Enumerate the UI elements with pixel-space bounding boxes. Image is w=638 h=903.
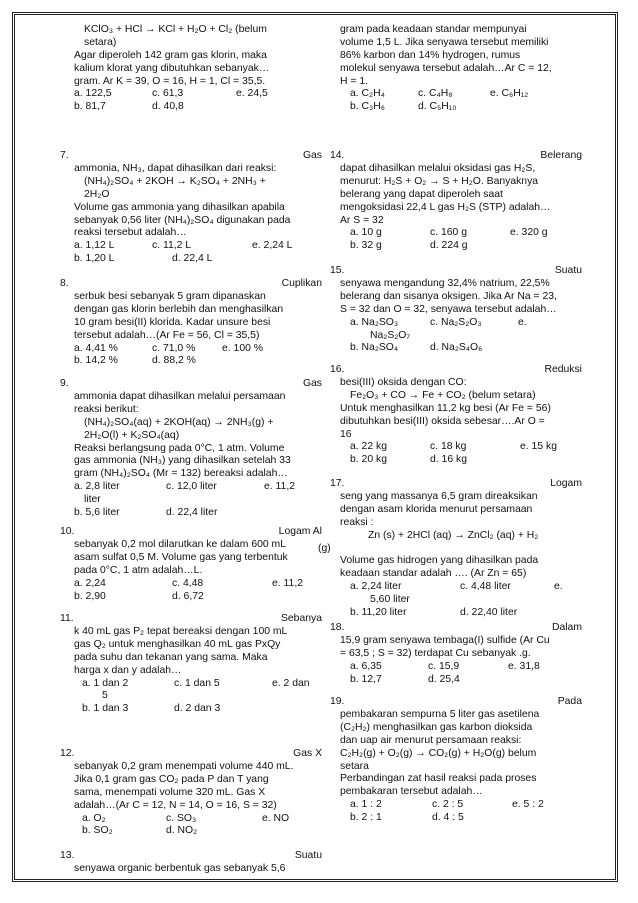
- text-line: 86% karbon dan 14% hydrogen, rumus: [340, 49, 521, 61]
- question-16: [330, 364, 582, 467]
- text-line: belerang yang dapat diperoleh saat: [340, 188, 503, 200]
- text-line: gas ammonia (NH₃) yang dihasilkan setelah 33: [74, 455, 291, 467]
- text-line: Volume gas hidrogen yang dihasilkan pada: [340, 555, 539, 567]
- question-number: 17.: [330, 478, 345, 489]
- options-row: [60, 101, 322, 114]
- option-c: c. 18 kg: [430, 441, 467, 453]
- text-line: ammonia dapat dihasilkan melalui persamaan: [74, 391, 286, 402]
- option-a-wrap: 5: [102, 690, 108, 702]
- question-15: [330, 265, 582, 355]
- question-keyword: Sebanya: [280, 613, 322, 624]
- option-e: e. 24,5: [236, 88, 268, 100]
- option-d: d. 22,4 liter: [166, 507, 218, 519]
- option-a: a. 10 g: [350, 227, 382, 239]
- question-17: [318, 478, 582, 620]
- option-c: c. SO₃: [166, 812, 197, 824]
- question-number: 19.: [330, 696, 345, 707]
- question-keyword: Gas X: [293, 748, 322, 759]
- question-keyword: Logam: [550, 478, 582, 489]
- text-line: 10 gram besi(II) klorida. Kadar unsure besi: [74, 316, 271, 328]
- equation: 2H₂O: [84, 188, 110, 200]
- option-d: d. 224 g: [430, 240, 468, 252]
- text-line: S = 32 dan O = 32, senyawa tersebut adalah…: [340, 303, 557, 315]
- text-line: Agar diperoleh 142 gram gas klorin, maka: [74, 49, 267, 61]
- text-line: molekul senyawa tersebut adalah…Ar C = 12,: [340, 62, 552, 74]
- text-line: dapat dihasilkan melalui oksidasi gas H₂S,: [340, 163, 536, 174]
- text-line: dibutuhkan besi(III) oksida sebesar….Ar O =: [340, 415, 545, 427]
- text-line: menurut: H₂S + O₂ → S + H₂O. Banyaknya: [340, 175, 539, 187]
- text-line: besi(III) oksida dengan CO:: [340, 377, 467, 388]
- option-c: c. Na₂S₂O₃: [430, 316, 482, 328]
- option-c: c. 12,0 liter: [166, 481, 217, 493]
- question-11: [60, 613, 322, 716]
- text-line: volume 1,5 L. Jika senyawa tersebut memiliki: [340, 36, 549, 48]
- option-a: a. 22 kg: [350, 441, 387, 453]
- option-a: a. 1,12 L: [74, 240, 115, 252]
- option-d: d. 25,4: [428, 673, 460, 685]
- question-14: [330, 150, 582, 253]
- question-6-continued: [60, 24, 322, 114]
- option-d: d. NO₂: [166, 825, 198, 837]
- option-c: c. 15,9: [428, 660, 460, 672]
- text-line: pembakaran tersebut adalah…: [340, 786, 483, 798]
- text-line: senyawa mengandung 32,4% natrium, 22,5%: [340, 278, 550, 289]
- option-a: a. 2,24 liter: [350, 581, 402, 593]
- option-b: b. Na₂SO₄: [350, 342, 399, 354]
- option-e: e. 5 : 2: [512, 799, 544, 811]
- option-d: d. 88,2 %: [152, 355, 196, 367]
- option-a: a. 2,8 liter: [74, 481, 120, 493]
- text-line: kalium klorat yang dibutuhkan sebanyak…: [74, 62, 270, 74]
- option-e: e. 100 %: [222, 342, 264, 354]
- option-d: d. 2 dan 3: [174, 703, 221, 715]
- equation: KClO₃ + HCl → KCl + H₂O + Cl₂ (belum: [84, 24, 267, 35]
- option-d: d. C₅H₁₀: [418, 101, 457, 113]
- equation: Fe₂O₃ + CO → Fe + CO₂ (belum setara): [350, 389, 536, 401]
- option-d: d. 16 kg: [430, 454, 467, 466]
- text-line: Perbandingan zat hasil reaksi pada proses: [340, 773, 537, 785]
- question-keyword: Gas: [302, 150, 322, 161]
- options-row: [60, 88, 322, 101]
- option-d: d. 40,8: [152, 101, 184, 113]
- option-a: a. O₂: [82, 812, 106, 824]
- option-e: e. 31,8: [508, 660, 540, 672]
- text-line: harga x dan y adalah…: [74, 664, 182, 676]
- text-line: Untuk menghasilkan 11,2 kg besi (Ar Fe = 56): [340, 402, 551, 414]
- text-line: sebanyak 0,56 liter (NH₄)₂SO₄ digunakan pada: [74, 214, 291, 226]
- option-a: a. 2,24: [74, 577, 106, 589]
- option-a: a. 1 dan 2: [82, 677, 129, 689]
- question-keyword: Logam Al: [278, 526, 322, 537]
- text-line: mengoksidasi 22,4 L gas H₂S (STP) adalah…: [340, 201, 551, 213]
- question-number: 14.: [330, 150, 345, 161]
- text-line: dan uap air menurut persamaan reaksi:: [340, 734, 522, 746]
- equation: (NH₄)₂SO₄ + 2KOH → K₂SO₄ + 2NH₃ +: [84, 175, 266, 187]
- option-e: e. 2 dan: [272, 677, 310, 689]
- option-b: b. 2 : 1: [350, 812, 382, 824]
- option-c: c. 71,0 %: [152, 342, 196, 354]
- text-line: dengan asam klorida menurut persamaan: [340, 503, 533, 515]
- text-line: dengan gas klorin berlebih dan menghasilkan: [74, 303, 284, 315]
- question-number: 13.: [60, 850, 75, 861]
- question-keyword: Pada: [557, 696, 582, 707]
- text-line: gram (NH₄)₂SO₄ (Mr = 132) bereaksi adalah…: [74, 468, 288, 480]
- option-e: e. NO: [262, 812, 290, 824]
- option-d: d. 4 : 5: [432, 812, 464, 824]
- text-line: gram. Ar K = 39, O = 16, H = 1, Cl = 35,5.: [74, 75, 266, 87]
- question-12: [60, 748, 322, 838]
- text-line: k 40 mL gas P₂ tepat bereaksi dengan 100 mL: [74, 626, 288, 637]
- text-line: reaksi berikut:: [74, 403, 139, 415]
- text-line: senyawa organic berbentuk gas sebanyak 5,6: [74, 863, 286, 874]
- text-line: sebanyak 0,2 gram menempati volume 440 mL.: [74, 761, 294, 772]
- option-a-wrap: liter: [84, 494, 101, 506]
- text-line: (C₂H₂) menghasilkan gas karbon dioksida: [340, 721, 533, 733]
- question-19: [330, 696, 582, 825]
- equation: (NH₄)₂SO₄(aq) + 2KOH(aq) → 2NH₃(g) +: [84, 416, 274, 428]
- question-number: 12.: [60, 748, 75, 759]
- question-keyword: Suatu: [294, 850, 322, 861]
- question-keyword: Reduksi: [544, 364, 582, 375]
- option-e: e.: [518, 316, 527, 328]
- text-line: Reaksi berlangsung pada 0°C, 1 atm. Volume: [74, 442, 285, 454]
- text-line: = 63,5 ; S = 32) terdapat Cu sebanyak .g.: [340, 647, 531, 659]
- option-b: b. 1,20 L: [74, 253, 115, 265]
- option-e: e. 2,24 L: [252, 240, 293, 252]
- equation: 2H₂O(l) + K₂SO₄(aq): [84, 429, 180, 441]
- text-line: seng yang massanya 6,5 gram direaksikan: [340, 491, 538, 502]
- option-e: e. C₆H₁₂: [490, 88, 529, 100]
- option-b: b. C₃H₆: [350, 101, 385, 113]
- question-keyword: Gas: [302, 378, 322, 389]
- question-number: 15.: [330, 265, 345, 276]
- text-line: setara): [84, 36, 117, 48]
- question-keyword: Belerang: [540, 150, 582, 161]
- question-keyword: Suatu: [554, 265, 582, 276]
- option-e: e. 15 kg: [520, 441, 557, 453]
- text-line: Ar S = 32: [340, 214, 384, 226]
- option-e: e.: [554, 581, 563, 593]
- text-line: pada 0°C, 1 atm adalah…L.: [74, 564, 203, 576]
- text-line: 16: [340, 428, 352, 440]
- question-8: [60, 278, 322, 368]
- question-13-continued: [330, 24, 582, 114]
- question-number: 10.: [60, 526, 75, 537]
- option-b: b. 32 g: [350, 240, 382, 252]
- question-number: 8.: [60, 278, 69, 289]
- equation: Zn (s) + 2HCl (aq) → ZnCl₂ (aq) + H₂: [368, 529, 539, 541]
- text-line: 15,9 gram senyawa tembaga(I) sulfide (Ar Cu: [340, 635, 550, 646]
- option-a: a. 6,35: [350, 660, 382, 672]
- text-line: ammonia, NH₃, dapat dihasilkan dari reaksi:: [74, 163, 277, 174]
- text-line: belerang dan sisanya oksigen. Jika Ar Na = 23,: [340, 290, 557, 302]
- text-line: tersebut adalah…(Ar Fe = 56, Cl = 35,5): [74, 329, 260, 341]
- option-a-wrap: 5,60 liter: [370, 594, 410, 606]
- text-line: Volume gas ammonia yang dihasilkan apabila: [74, 201, 285, 213]
- text-line: H = 1.: [340, 75, 369, 87]
- option-c: c. C₄H₈: [418, 88, 453, 100]
- option-d: d. Na₂S₄O₆: [430, 342, 483, 354]
- option-e: e. 11,2: [264, 481, 296, 493]
- option-b: b. 5,6 liter: [74, 507, 120, 519]
- question-18: [330, 622, 582, 687]
- option-b: b. 81,7: [74, 101, 106, 113]
- option-c: c. 1 dan 5: [174, 677, 220, 689]
- text-line: gas Q₂ untuk menghasilkan 40 mL gas PxQy: [74, 638, 281, 650]
- option-a: a. Na₂SO₃: [350, 316, 399, 328]
- text-line: reaksi :: [340, 516, 374, 528]
- text-line: pembakaran sempurna 5 liter gas asetilena: [340, 709, 540, 720]
- option-b: b. 2,90: [74, 590, 106, 602]
- question-7: [60, 150, 322, 266]
- question-10: [60, 526, 322, 603]
- option-d: d. 22,40 liter: [460, 607, 518, 619]
- option-e: e. 11,2: [272, 577, 304, 589]
- option-c: c. 2 : 5: [432, 799, 464, 811]
- option-a: a. 4,41 %: [74, 342, 118, 354]
- question-number: 16.: [330, 364, 345, 375]
- question-13: [60, 850, 322, 876]
- text-line: sebanyak 0,2 mol dilarutkan ke dalam 600 mL: [74, 539, 286, 550]
- question-number: 7.: [60, 150, 69, 161]
- option-b: b. 20 kg: [350, 454, 387, 466]
- option-b: b. 14,2 %: [74, 355, 118, 367]
- question-9: [60, 378, 322, 520]
- text-line: keadaan standar adalah …. (Ar Zn = 65): [340, 568, 527, 580]
- option-c: c. 4,48 liter: [460, 581, 511, 593]
- text-line: reaksi tersebut adalah…: [74, 227, 187, 239]
- text-line: gram pada keadaan standar mempunyai: [340, 24, 527, 35]
- option-c: c. 11,2 L: [152, 240, 192, 252]
- text-line: setara: [340, 760, 369, 772]
- option-c: c. 160 g: [430, 227, 467, 239]
- option-e: e. 320 g: [510, 227, 548, 239]
- text-line: sama, menempati volume 320 mL. Gas X: [74, 786, 266, 798]
- text-line: asam sulfat 0,5 M. Volume gas yang terbentuk: [74, 551, 288, 563]
- question-keyword: Cuplikan: [281, 278, 322, 289]
- option-b: b. 12,7: [350, 673, 382, 685]
- option-c: c. 4,48: [172, 577, 204, 589]
- option-b: b. 1 dan 3: [82, 703, 129, 715]
- option-b: b. 11,20 liter: [350, 607, 407, 619]
- option-d: d. 22,4 L: [172, 253, 213, 265]
- option-a-wrap: Na₂S₂O₇: [370, 329, 410, 341]
- equation-wrap: (g): [318, 542, 331, 554]
- text-line: Jika 0,1 gram gas CO₂ pada P dan T yang: [74, 773, 269, 785]
- text-line: pada suhu dan tekanan yang sama. Maka: [74, 651, 268, 663]
- option-d: d. 6,72: [172, 590, 204, 602]
- question-number: 11.: [60, 613, 74, 624]
- option-a: a. C₂H₄: [350, 88, 385, 100]
- question-keyword: Dalam: [551, 622, 582, 633]
- option-a: a. 1 : 2: [350, 799, 382, 811]
- question-number: 18.: [330, 622, 345, 633]
- option-a: a. 122,5: [74, 88, 112, 100]
- text-line: adalah…(Ar C = 12, N = 14, O = 16, S = 32): [74, 799, 277, 811]
- option-c: c. 61,3: [152, 88, 184, 100]
- option-b: b. SO₂: [82, 825, 113, 837]
- question-number: 9.: [60, 378, 69, 389]
- equation: C₂H₂(g) + O₂(g) → CO₂(g) + H₂O(g) belum: [340, 747, 537, 759]
- text-line: serbuk besi sebanyak 5 gram dipanaskan: [74, 291, 266, 302]
